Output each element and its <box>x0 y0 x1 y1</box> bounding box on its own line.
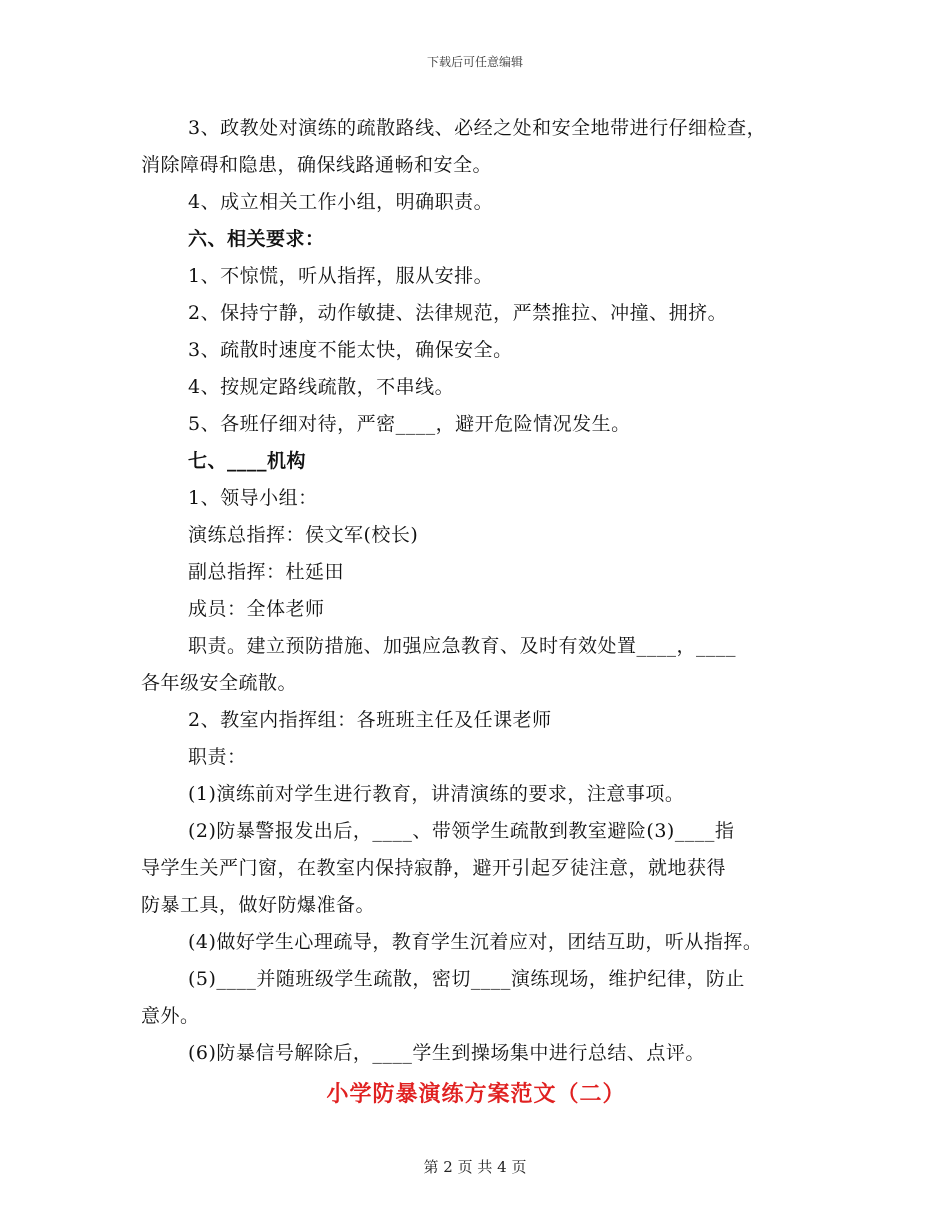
section-heading: 六、相关要求： <box>188 228 325 250</box>
paragraph-line: (5)____并随班级学生疏散，密切____演练现场，维护纪律，防止 <box>188 968 745 990</box>
paragraph-line: 1、不惊慌，听从指挥，服从安排。 <box>188 265 494 287</box>
paragraph-line: 防暴工具，做好防爆准备。 <box>141 894 376 916</box>
page-footer: 第 2 页 共 4 页 <box>423 1158 527 1176</box>
paragraph-line: 导学生关严门窗，在教室内保持寂静，避开引起歹徒注意，就地获得 <box>141 857 727 879</box>
section-title: 小学防暴演练方案范文（二） <box>326 1081 626 1107</box>
paragraph-line: 成员：全体老师 <box>188 598 325 620</box>
paragraph-line: 副总指挥：杜延田 <box>188 561 345 583</box>
section-heading: 七、____机构 <box>188 450 307 472</box>
paragraph-line: 职责。建立预防措施、加强应急教育、及时有效处置____，____ <box>188 635 737 657</box>
paragraph-line: 职责： <box>188 746 247 768</box>
paragraph-line: (2)防暴警报发出后，____、带领学生疏散到教室避险(3)____指 <box>188 820 735 842</box>
page-header: 下载后可任意编辑 <box>426 55 523 69</box>
paragraph-line: 2、保持宁静，动作敏捷、法律规范，严禁推拉、冲撞、拥挤。 <box>188 302 728 324</box>
paragraph-line: 演练总指挥：侯文军(校长) <box>188 524 419 546</box>
paragraph-line: 2、教室内指挥组：各班班主任及任课老师 <box>188 709 552 731</box>
paragraph-line: 1、领导小组： <box>188 487 318 509</box>
paragraph-line: (1)演练前对学生进行教育，讲清演练的要求，注意事项。 <box>188 783 685 805</box>
paragraph-line: 4、成立相关工作小组，明确职责。 <box>188 191 494 213</box>
paragraph-line: 3、政教处对演练的疏散路线、必经之处和安全地带进行仔细检查， <box>188 117 767 139</box>
paragraph-line: 消除障碍和隐患，确保线路通畅和安全。 <box>141 154 493 176</box>
paragraph-line: (6)防暴信号解除后，____学生到操场集中进行总结、点评。 <box>188 1042 705 1064</box>
paragraph-line: 3、疏散时速度不能太快，确保安全。 <box>188 339 513 361</box>
paragraph-line: 4、按规定路线疏散，不串线。 <box>188 376 455 398</box>
paragraph-line: 5、各班仔细对待，严密____，避开危险情况发生。 <box>188 413 631 435</box>
paragraph-line: (4)做好学生心理疏导，教育学生沉着应对，团结互助，听从指挥。 <box>188 931 763 953</box>
paragraph-line: 各年级安全疏散。 <box>141 672 298 694</box>
paragraph-line: 意外。 <box>141 1005 200 1027</box>
document-body <box>141 110 811 1114</box>
